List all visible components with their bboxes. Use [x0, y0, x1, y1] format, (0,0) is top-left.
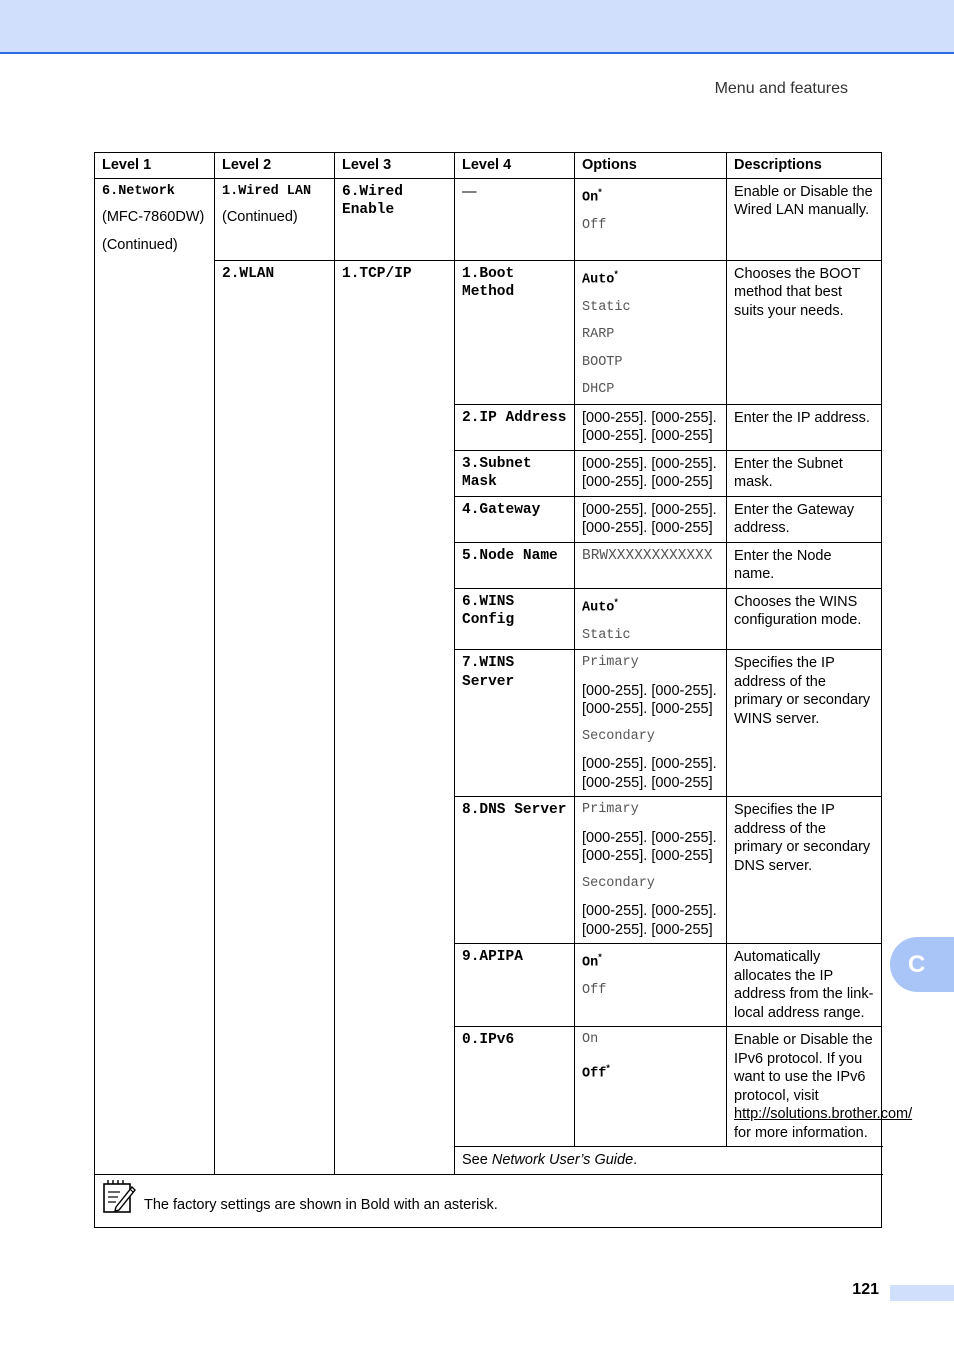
option-default: On*	[582, 186, 602, 205]
col-header-level3: Level 3	[335, 153, 455, 179]
level2-wired-cell	[215, 178, 335, 260]
level4-item: 5.Node Name	[455, 542, 575, 588]
level4-item: 4.Gateway	[455, 496, 575, 542]
option: RARP	[582, 327, 615, 342]
option-range: [000-255]. [000-255]. [000-255]. [000-255]	[582, 756, 717, 791]
level1-model: (MFC-7860DW)	[102, 209, 205, 225]
description-cell: Chooses the BOOT method that best suits your needs.	[727, 260, 882, 404]
page-number-bar	[890, 1285, 954, 1301]
level2-wlan: 2.WLAN	[215, 260, 335, 1174]
level2-wired-continued: (Continued)	[222, 209, 298, 225]
description-cell: Specifies the IP address of the primary or secondary DNS server.	[727, 797, 882, 944]
option-primary: Primary	[582, 802, 639, 817]
level4-dash: —	[455, 178, 575, 260]
option-default: Off*	[582, 1062, 610, 1081]
description-text: for more information.	[734, 1124, 868, 1141]
col-header-level1: Level 1	[95, 153, 215, 179]
option-value: BRWXXXXXXXXXXXX	[575, 542, 727, 588]
table-row	[95, 178, 882, 260]
options-cell	[575, 260, 727, 404]
chapter-tab: C	[890, 937, 954, 992]
running-header: Menu and features	[714, 80, 848, 97]
description-cell: Enter the Gateway address.	[727, 496, 882, 542]
level4-item: 0.IPv6	[455, 1027, 575, 1147]
solutions-link[interactable]: http://solutions.brother.com/	[734, 1106, 913, 1122]
option: BOOTP	[582, 354, 623, 370]
description-cell: Chooses the WINS configuration mode.	[727, 588, 882, 650]
description-cell	[727, 1027, 913, 1147]
note-row	[95, 1174, 882, 1227]
option-range: [000-255]. [000-255]. [000-255]. [000-255]	[582, 829, 717, 864]
options-cell	[575, 178, 727, 260]
description-cell: Enter the IP address.	[727, 404, 882, 450]
note-text: The factory settings are shown in Bold with an asterisk.	[144, 1197, 498, 1213]
level3-wired-enable: 6.Wired Enable	[335, 178, 455, 260]
description-cell: Enter the Subnet mask.	[727, 450, 882, 496]
note-cell	[95, 1174, 882, 1227]
col-header-level2: Level 2	[215, 153, 335, 179]
options-cell	[575, 650, 727, 797]
description-text: Enable or Disable the IPv6 protocol. If you want to use the IPv6 protocol, visit	[734, 1032, 873, 1104]
option-default: Auto*	[582, 596, 618, 615]
option: Off	[582, 217, 607, 233]
table-header-row	[95, 153, 882, 179]
option: Off	[582, 983, 607, 998]
option: Static	[582, 299, 631, 315]
level2-wired-code: 1.Wired LAN	[222, 183, 312, 199]
options-cell	[575, 944, 727, 1027]
description-cell: Enable or Disable the Wired LAN manually.	[727, 178, 882, 260]
menu-table	[94, 152, 913, 1228]
description-cell: Specifies the IP address of the primary or secondary WINS server.	[727, 650, 882, 797]
option: Static	[582, 627, 631, 643]
note-pencil-icon	[102, 1179, 136, 1215]
option-range: [000-255]. [000-255]. [000-255]. [000-255]	[582, 903, 717, 938]
option-range: [000-255]. [000-255]. [000-255]. [000-255]	[582, 682, 717, 717]
level4-item: 6.WINS Config	[455, 588, 575, 650]
option: DHCP	[582, 382, 615, 397]
option-secondary: Secondary	[582, 728, 655, 744]
col-header-level4: Level 4	[455, 153, 575, 179]
level4-item: 8.DNS Server	[455, 797, 575, 944]
option: On	[582, 1032, 599, 1047]
option-default: On*	[582, 952, 602, 971]
level4-item: 2.IP Address	[455, 404, 575, 450]
options-cell	[575, 797, 727, 944]
see-guide-cell: See Network User’s Guide.	[455, 1147, 882, 1175]
guide-reference: Network User’s Guide	[491, 1152, 634, 1168]
level4-item: 3.Subnet Mask	[455, 450, 575, 496]
level3-tcpip: 1.TCP/IP	[335, 260, 455, 1174]
options-cell	[575, 1027, 727, 1147]
level1-continued: (Continued)	[102, 236, 178, 253]
option-range: [000-255]. [000-255]. [000-255]. [000-255]	[575, 496, 727, 542]
option-default: Auto*	[582, 268, 618, 287]
description-cell: Enter the Node name.	[727, 542, 882, 588]
level4-item: 9.APIPA	[455, 944, 575, 1027]
level1-cell	[95, 178, 215, 1174]
top-color-band	[0, 0, 954, 54]
level1-code: 6.Network	[102, 183, 175, 199]
option-secondary: Secondary	[582, 875, 655, 891]
description-cell: Automatically allocates the IP address from the link-local address range.	[727, 944, 882, 1027]
col-header-descriptions: Descriptions	[727, 153, 882, 179]
option-range: [000-255]. [000-255]. [000-255]. [000-255]	[575, 450, 727, 496]
level4-item: 7.WINS Server	[455, 650, 575, 797]
option-primary: Primary	[582, 655, 639, 670]
options-cell	[575, 588, 727, 650]
level4-item: 1.Boot Method	[455, 260, 575, 404]
page-number: 121	[852, 1281, 879, 1298]
col-header-options: Options	[575, 153, 727, 179]
option-range: [000-255]. [000-255]. [000-255]. [000-255]	[575, 404, 727, 450]
